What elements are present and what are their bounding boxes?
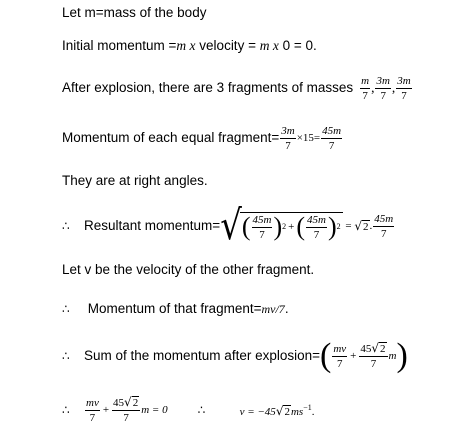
velocity-eq: velocity = bbox=[195, 38, 260, 53]
fraction-mv-over-7 bbox=[332, 343, 347, 370]
fraction-num: 45m bbox=[252, 213, 272, 226]
fraction-den: 7 bbox=[381, 227, 387, 240]
fraction-num: 45m bbox=[307, 213, 326, 226]
fraction-num: 3m bbox=[281, 124, 295, 137]
times-15: ×15= bbox=[296, 132, 321, 144]
right-angles-text: They are at right angles. bbox=[62, 173, 208, 188]
radicand bbox=[240, 212, 343, 241]
fraction-num: mv bbox=[333, 342, 347, 355]
fraction-den: 7 bbox=[313, 228, 320, 241]
line-resultant-momentum bbox=[62, 203, 395, 249]
squared: 2 bbox=[336, 222, 341, 231]
fraction-den: 7 bbox=[123, 412, 129, 424]
fraction-den: 7 bbox=[380, 89, 386, 102]
right-paren: ) bbox=[328, 212, 337, 241]
line-initial-momentum bbox=[62, 38, 317, 54]
fraction-num: 3m bbox=[397, 74, 411, 87]
left-paren: ( bbox=[320, 337, 332, 374]
fraction-m-over-7 bbox=[360, 75, 370, 102]
fraction-den: 7 bbox=[259, 228, 265, 241]
fraction-num: 45√2 bbox=[113, 395, 139, 409]
fraction-3m-over-7-b bbox=[396, 75, 411, 102]
comma-sep: , bbox=[391, 80, 396, 95]
fraction-den: 7 bbox=[401, 89, 407, 102]
let-v-text: Let v be the velocity of the other fragment. bbox=[62, 262, 315, 277]
fraction-45m-over-7 bbox=[306, 214, 327, 241]
fraction-num: 45√2 bbox=[360, 341, 386, 355]
fraction-3m-over-7 bbox=[280, 125, 295, 152]
fraction-45m-over-7 bbox=[321, 125, 342, 152]
therefore-icon: ∴ bbox=[62, 302, 70, 316]
fraction-45-root2-over-7 bbox=[112, 396, 140, 424]
fraction-num: 45m bbox=[322, 124, 342, 137]
right-paren: ) bbox=[273, 212, 283, 241]
resultant-label: Resultant momentum= bbox=[84, 218, 221, 233]
fraction-45m-over-7 bbox=[373, 213, 394, 240]
left-paren: ( bbox=[241, 212, 251, 241]
therefore-icon: ∴ bbox=[197, 403, 206, 417]
fraction-den: 7 bbox=[336, 357, 343, 370]
fraction-den: 7 bbox=[362, 89, 368, 102]
line-final-result bbox=[62, 388, 314, 432]
left-paren: ( bbox=[296, 212, 306, 241]
fraction-num: 45m bbox=[374, 212, 394, 225]
squared: 2 bbox=[282, 222, 287, 231]
fraction-den: 7 bbox=[285, 139, 291, 152]
fraction-45m-over-7 bbox=[252, 214, 273, 241]
after-explosion-label: After explosion, there are 3 fragments of masses bbox=[62, 80, 354, 95]
line-let-m bbox=[62, 5, 206, 21]
fraction-num: 3m bbox=[376, 74, 390, 87]
line-right-angles bbox=[62, 173, 208, 189]
fraction-den: 7 bbox=[328, 139, 335, 152]
velocity-result: $v = -45√2ms^{-1}$. bbox=[239, 403, 315, 418]
fraction-3m-over-7 bbox=[375, 75, 390, 102]
plus-sign: + bbox=[102, 404, 110, 416]
therefore-icon: ∴ bbox=[62, 349, 70, 363]
m-equals-zero: m = 0 bbox=[141, 404, 168, 416]
m-times: m x bbox=[176, 38, 196, 53]
period: . bbox=[284, 301, 289, 316]
momentum-that-label: Momentum of that fragment= bbox=[87, 301, 262, 316]
equals-sign: = bbox=[342, 220, 355, 232]
initial-momentum-label: Initial momentum = bbox=[62, 38, 177, 53]
sum-momentum-label: Sum of the momentum after explosion= bbox=[84, 348, 320, 363]
fraction-mv-over-7 bbox=[85, 397, 100, 424]
let-m-text: Let m=mass of the body bbox=[62, 5, 207, 20]
fraction-num: m bbox=[361, 74, 370, 87]
radical-icon: √ bbox=[220, 202, 242, 250]
therefore-icon: ∴ bbox=[62, 403, 70, 417]
zero-eq: 0 = 0. bbox=[278, 38, 317, 53]
plus-sign: + bbox=[288, 221, 295, 233]
fraction-den: 7 bbox=[370, 358, 377, 370]
mv-over-7: mv/7 bbox=[261, 302, 285, 316]
right-paren: ) bbox=[396, 337, 408, 374]
sqrt-expression bbox=[220, 202, 342, 250]
momentum-each-label: Momentum of each equal fragment= bbox=[62, 130, 280, 145]
line-let-v bbox=[62, 262, 314, 278]
fraction-45-root2-over-7 bbox=[359, 342, 387, 370]
line-after-explosion bbox=[62, 68, 413, 108]
line-momentum-each bbox=[62, 118, 343, 158]
sqrt2-radical-icon: √2 bbox=[354, 218, 369, 233]
m-times-2: m x bbox=[259, 38, 279, 53]
line-momentum-that bbox=[62, 301, 289, 317]
fraction-den: 7 bbox=[89, 411, 96, 424]
plus-sign: + bbox=[350, 350, 357, 362]
comma-sep: , bbox=[371, 80, 375, 95]
dot: . bbox=[369, 220, 373, 232]
fraction-num: mv bbox=[86, 396, 99, 409]
line-sum-momentum bbox=[62, 334, 408, 378]
therefore-icon: ∴ bbox=[62, 219, 70, 233]
m-var: m bbox=[388, 350, 397, 362]
